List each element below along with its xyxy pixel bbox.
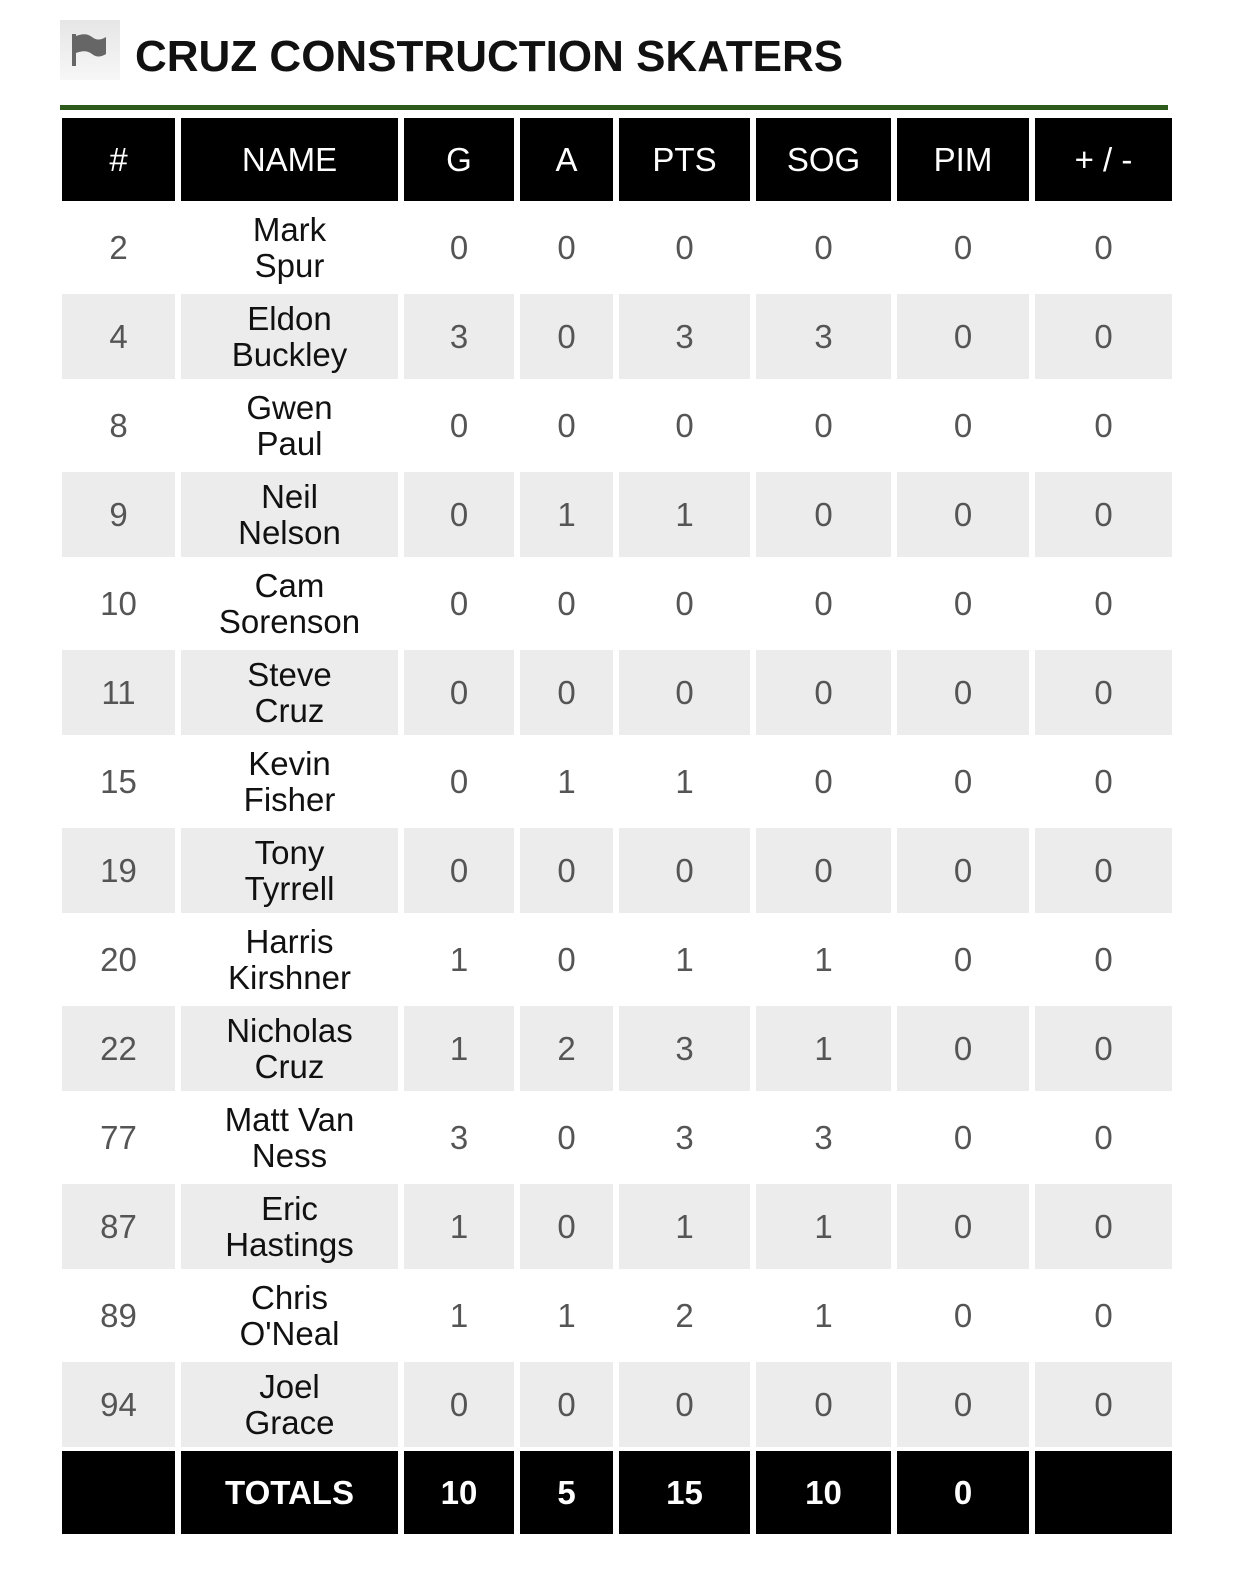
player-penalty-minutes: 0	[897, 1006, 1029, 1091]
player-first-name: Mark	[252, 210, 327, 248]
totals-shots-on-goal: 10	[756, 1451, 891, 1534]
player-last-name: Tyrrell	[244, 869, 335, 907]
player-number: 9	[62, 472, 175, 557]
player-plus-minus: 0	[1094, 1296, 1113, 1334]
player-name[interactable]	[181, 1006, 398, 1091]
player-points: 2	[675, 1296, 694, 1334]
player-goals: 0	[449, 228, 469, 266]
player-number: 4	[62, 294, 175, 379]
player-number: 94	[62, 1362, 175, 1447]
player-name[interactable]	[181, 1184, 398, 1269]
section-header	[60, 18, 1168, 110]
player-name[interactable]	[181, 917, 398, 1002]
player-goals: 0	[404, 472, 514, 557]
player-plus-minus: 0	[1094, 228, 1113, 266]
player-first-name: Chris	[250, 1278, 328, 1316]
player-points: 0	[675, 228, 694, 266]
player-first-name: Harris	[245, 922, 334, 960]
player-assists: 0	[557, 406, 576, 444]
player-assists: 0	[520, 650, 613, 735]
player-first-name: Matt Van	[224, 1100, 355, 1138]
player-penalty-minutes: 0	[897, 1184, 1029, 1269]
col-header-name[interactable]: NAME	[181, 118, 398, 201]
player-last-name: Paul	[256, 424, 323, 462]
player-assists: 0	[520, 1362, 613, 1447]
player-shots-on-goal: 0	[756, 650, 891, 735]
col-header-number[interactable]: #	[62, 118, 175, 201]
player-points: 1	[675, 940, 694, 978]
player-assists: 1	[520, 472, 613, 557]
player-name[interactable]	[181, 1273, 398, 1358]
player-penalty-minutes: 0	[953, 940, 973, 978]
player-assists: 1	[557, 762, 576, 800]
totals-plus-minus	[1035, 1451, 1172, 1534]
player-penalty-minutes: 0	[953, 228, 973, 266]
player-number: 11	[62, 650, 175, 735]
player-name[interactable]	[181, 294, 398, 379]
page-title: CRUZ CONSTRUCTION SKATERS	[135, 32, 844, 81]
player-points: 1	[675, 762, 694, 800]
player-name[interactable]	[181, 828, 398, 913]
table-row	[62, 917, 1172, 1002]
player-last-name: Sorenson	[218, 602, 361, 640]
player-shots-on-goal: 0	[814, 228, 833, 266]
player-assists: 0	[520, 1184, 613, 1269]
player-plus-minus: 0	[1094, 762, 1113, 800]
table-row	[62, 828, 1172, 913]
player-points: 3	[619, 1006, 750, 1091]
player-first-name: Gwen	[246, 388, 333, 426]
player-first-name: Kevin	[248, 744, 331, 782]
player-penalty-minutes: 0	[953, 762, 973, 800]
player-name[interactable]	[181, 650, 398, 735]
player-points: 3	[675, 1118, 694, 1156]
player-goals: 1	[404, 1184, 514, 1269]
player-name[interactable]	[181, 739, 398, 824]
col-header-shots-on-goal[interactable]: SOG	[756, 118, 891, 201]
player-points: 3	[619, 294, 750, 379]
player-assists: 0	[557, 1118, 576, 1156]
player-assists: 1	[557, 1296, 576, 1334]
player-first-name: Nicholas	[226, 1011, 353, 1049]
table-row	[62, 650, 1172, 735]
player-first-name: Neil	[261, 477, 318, 515]
player-points: 0	[619, 828, 750, 913]
player-number: 20	[100, 940, 137, 978]
player-number: 19	[62, 828, 175, 913]
player-first-name: Cam	[254, 566, 325, 604]
player-last-name: Cruz	[254, 691, 325, 729]
table-row	[62, 383, 1172, 468]
player-last-name: Buckley	[231, 335, 348, 373]
flag-icon	[60, 20, 120, 80]
player-goals: 0	[404, 650, 514, 735]
player-plus-minus: 0	[1035, 828, 1172, 913]
player-number: 2	[109, 228, 128, 266]
player-goals: 0	[449, 406, 469, 444]
col-header-assists[interactable]: A	[520, 118, 613, 201]
player-penalty-minutes: 0	[897, 1362, 1029, 1447]
player-assists: 0	[520, 294, 613, 379]
player-last-name: O'Neal	[239, 1314, 340, 1352]
player-shots-on-goal: 0	[814, 762, 833, 800]
table-row	[62, 294, 1172, 379]
table-row	[62, 472, 1172, 557]
player-number: 89	[100, 1296, 137, 1334]
player-penalty-minutes: 0	[953, 1118, 973, 1156]
player-shots-on-goal: 1	[814, 1296, 833, 1334]
player-shots-on-goal: 1	[756, 1184, 891, 1269]
title-divider	[60, 105, 1168, 110]
player-last-name: Cruz	[254, 1047, 325, 1085]
player-name[interactable]	[181, 1095, 398, 1180]
player-first-name: Tony	[254, 833, 325, 871]
player-assists: 0	[557, 228, 576, 266]
player-points: 1	[619, 1184, 750, 1269]
header-row	[62, 118, 1172, 201]
player-goals: 1	[449, 940, 469, 978]
player-assists: 2	[520, 1006, 613, 1091]
player-shots-on-goal: 0	[814, 406, 833, 444]
player-points: 0	[619, 1362, 750, 1447]
player-last-name: Fisher	[243, 780, 336, 818]
col-header-goals[interactable]: G	[404, 118, 514, 201]
player-name[interactable]	[181, 472, 398, 557]
totals-goals: 10	[404, 1451, 514, 1534]
player-number: 8	[109, 406, 128, 444]
table-row	[62, 1184, 1172, 1269]
player-points: 0	[619, 650, 750, 735]
player-plus-minus: 0	[1035, 1184, 1172, 1269]
player-plus-minus: 0	[1035, 1362, 1172, 1447]
player-shots-on-goal: 0	[814, 584, 833, 622]
table-row	[62, 205, 1172, 290]
player-last-name: Grace	[244, 1403, 335, 1441]
totals-row	[62, 1451, 1172, 1534]
table-row	[62, 1273, 1172, 1358]
totals-label: TOTALS	[181, 1451, 398, 1534]
player-shots-on-goal: 0	[756, 472, 891, 557]
player-goals: 1	[449, 1296, 469, 1334]
totals-points: 15	[619, 1451, 750, 1534]
player-first-name: Steve	[247, 655, 332, 693]
player-last-name: Nelson	[238, 513, 341, 551]
player-goals: 0	[404, 1362, 514, 1447]
player-penalty-minutes: 0	[897, 472, 1029, 557]
player-penalty-minutes: 0	[953, 406, 973, 444]
col-header-penalty-minutes[interactable]: PIM	[897, 118, 1029, 201]
player-goals: 3	[404, 294, 514, 379]
player-assists: 0	[557, 940, 576, 978]
player-shots-on-goal: 1	[756, 1006, 891, 1091]
player-number: 15	[100, 762, 137, 800]
table-row	[62, 1095, 1172, 1180]
col-header-points[interactable]: PTS	[619, 118, 750, 201]
table-row	[62, 739, 1172, 824]
player-last-name: Spur	[254, 246, 325, 284]
player-shots-on-goal: 3	[814, 1118, 833, 1156]
player-name[interactable]	[181, 1362, 398, 1447]
player-plus-minus: 0	[1035, 1006, 1172, 1091]
player-penalty-minutes: 0	[953, 584, 973, 622]
player-number: 22	[62, 1006, 175, 1091]
player-assists: 0	[520, 828, 613, 913]
player-penalty-minutes: 0	[897, 650, 1029, 735]
player-points: 0	[675, 584, 694, 622]
table-row	[62, 561, 1172, 646]
player-plus-minus: 0	[1035, 650, 1172, 735]
col-header-plus-minus[interactable]: + / -	[1035, 118, 1172, 201]
totals-blank	[62, 1451, 175, 1534]
player-goals: 1	[404, 1006, 514, 1091]
player-last-name: Kirshner	[228, 958, 351, 996]
player-name[interactable]	[181, 383, 398, 468]
player-plus-minus: 0	[1094, 406, 1113, 444]
player-last-name: Hastings	[225, 1225, 354, 1263]
player-penalty-minutes: 0	[897, 294, 1029, 379]
player-goals: 0	[404, 828, 514, 913]
player-assists: 0	[557, 584, 576, 622]
player-last-name: Ness	[251, 1136, 328, 1174]
player-goals: 0	[449, 762, 469, 800]
player-plus-minus: 0	[1035, 472, 1172, 557]
player-number: 10	[100, 584, 137, 622]
player-penalty-minutes: 0	[953, 1296, 973, 1334]
player-number: 77	[100, 1118, 137, 1156]
player-first-name: Joel	[259, 1367, 320, 1405]
player-first-name: Eldon	[247, 299, 332, 337]
player-penalty-minutes: 0	[897, 828, 1029, 913]
player-first-name: Eric	[261, 1189, 318, 1227]
player-number: 87	[62, 1184, 175, 1269]
player-plus-minus: 0	[1094, 940, 1113, 978]
table-row	[62, 1362, 1172, 1447]
player-plus-minus: 0	[1094, 1118, 1113, 1156]
player-shots-on-goal: 0	[756, 1362, 891, 1447]
totals-assists: 5	[520, 1451, 613, 1534]
table-row	[62, 1006, 1172, 1091]
player-shots-on-goal: 3	[756, 294, 891, 379]
player-goals: 3	[449, 1118, 469, 1156]
totals-penalty-minutes: 0	[897, 1451, 1029, 1534]
player-name[interactable]	[181, 561, 398, 646]
player-plus-minus: 0	[1035, 294, 1172, 379]
skaters-stats-table	[56, 114, 1178, 1538]
player-goals: 0	[449, 584, 469, 622]
player-plus-minus: 0	[1094, 584, 1113, 622]
player-shots-on-goal: 0	[756, 828, 891, 913]
player-name[interactable]	[181, 205, 398, 290]
player-points: 0	[675, 406, 694, 444]
player-points: 1	[619, 472, 750, 557]
player-shots-on-goal: 1	[814, 940, 833, 978]
